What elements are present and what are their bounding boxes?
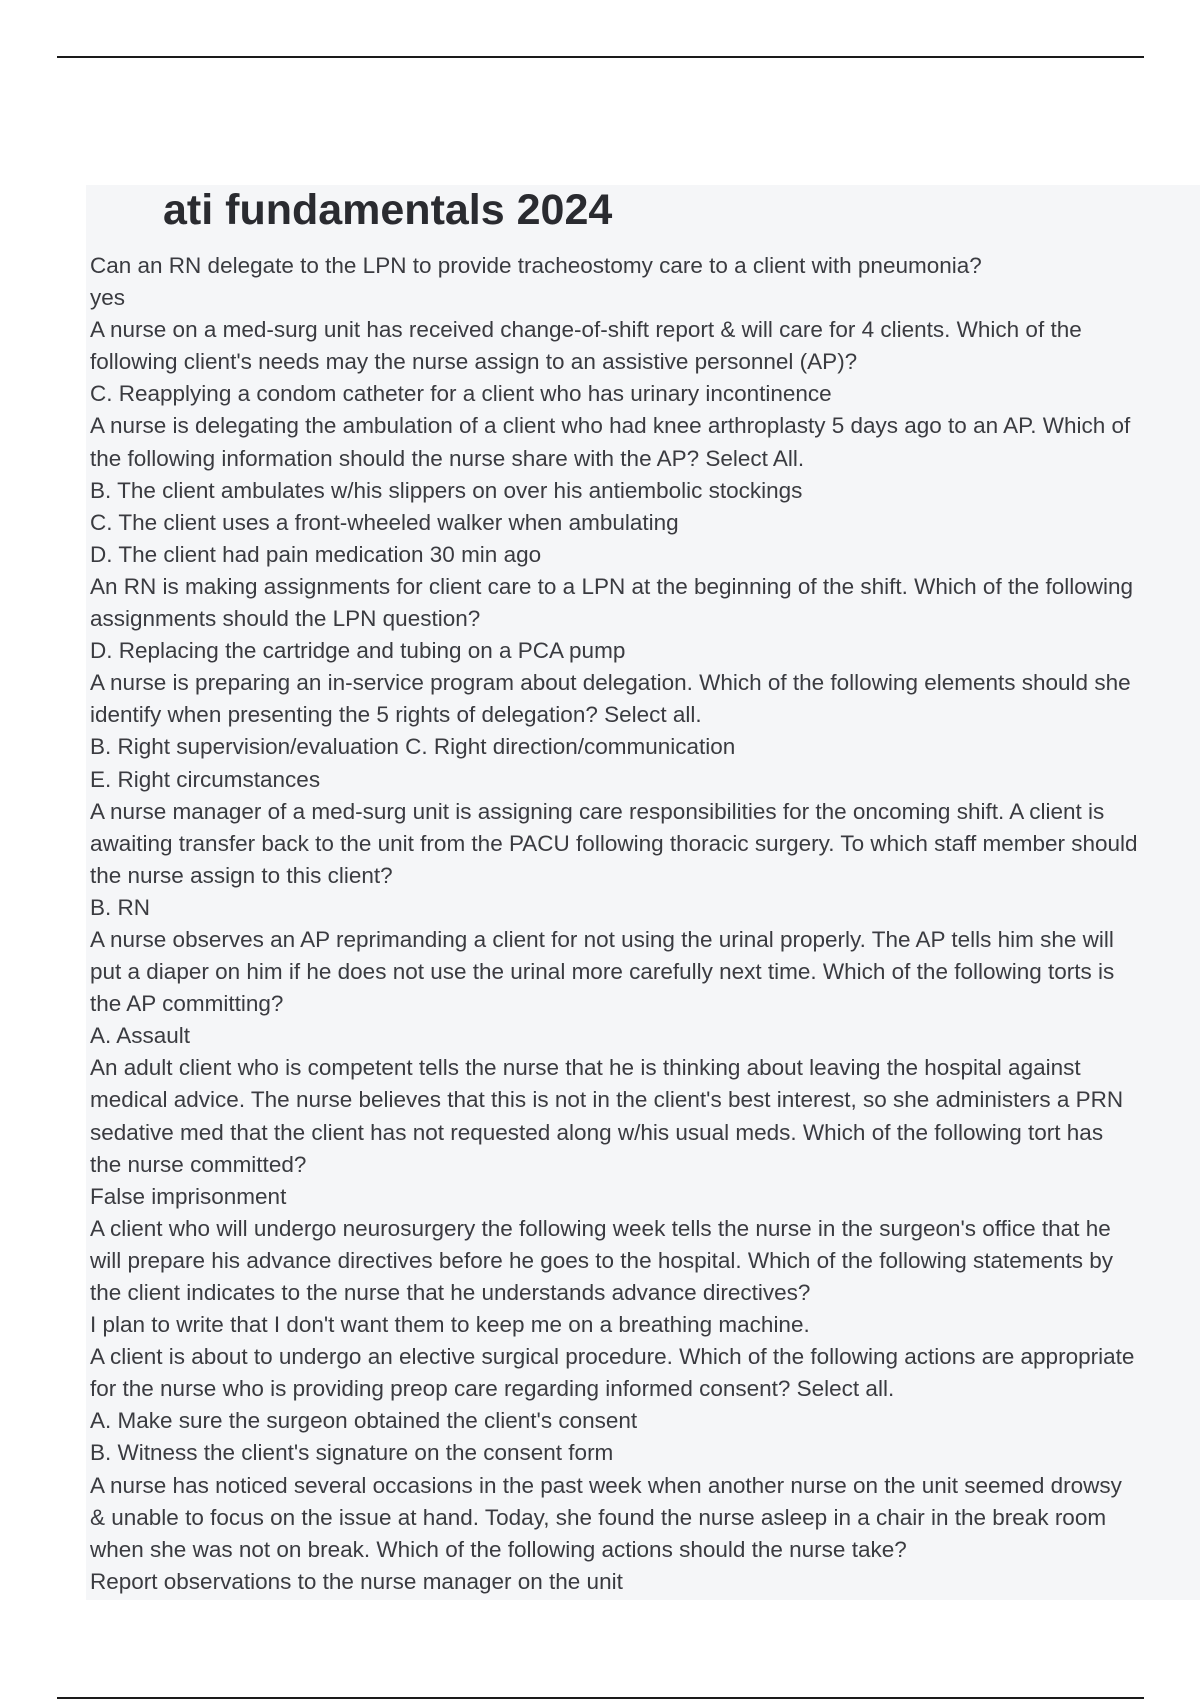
text-line: will prepare his advance directives before he goes to the hospital. Which of the following statements by	[90, 1247, 1114, 1273]
text-line: identify when presenting the 5 rights of delegation? Select all.	[90, 702, 702, 728]
text-line: A nurse has noticed several occasions in the past week when another nurse on the unit seemed drowsy	[90, 1472, 1122, 1498]
text-line: awaiting transfer back to the unit from the PACU following thoracic surgery. To which staff member should	[90, 830, 1138, 856]
text-line: A nurse is preparing an in-service program about delegation. Which of the following elements should she	[90, 670, 1131, 696]
text-line: for the nurse who is providing preop care regarding informed consent? Select all.	[90, 1376, 895, 1402]
text-line: Report observations to the nurse manager on the unit	[90, 1568, 623, 1594]
text-line: A client who will undergo neurosurgery the following week tells the nurse in the surgeon's office that he	[90, 1215, 1111, 1241]
text-line: sedative med that the client has not requested along w/his usual meds. Which of the following tort has	[90, 1119, 1104, 1145]
text-line: Can an RN delegate to the LPN to provide tracheostomy care to a client with pneumonia?	[90, 253, 982, 278]
text-line: the nurse committed?	[90, 1151, 307, 1177]
text-line: the client indicates to the nurse that he understands advance directives?	[90, 1280, 811, 1305]
text-line: the AP committing?	[90, 991, 284, 1017]
text-line: when she was not on break. Which of the following actions should the nurse take?	[90, 1536, 907, 1562]
text-line: False imprisonment	[90, 1183, 287, 1209]
page-title: ati fundamentals 2024	[163, 186, 613, 234]
text-line: B. Right supervision/evaluation C. Right direction/communication	[90, 734, 736, 760]
text-line: A nurse manager of a med-surg unit is assigning care responsibilities for the oncoming shift. A client is	[90, 798, 1105, 824]
text-line: put a diaper on him if he does not use the urinal more carefully next time. Which of the following torts is	[90, 959, 1115, 985]
text-line: yes	[90, 285, 126, 311]
bottom-rule	[57, 1697, 1144, 1699]
question-answer-list	[90, 250, 1200, 1598]
text-line: I plan to write that I don't want them to keep me on a breathing machine.	[90, 1312, 810, 1338]
text-line: medical advice. The nurse believes that this is not in the client's best interest, so she administers a PRN	[90, 1087, 1124, 1113]
top-rule	[57, 56, 1144, 58]
text-line: C. Reapplying a condom catheter for a client who has urinary incontinence	[90, 381, 832, 407]
text-line: the following information should the nurse share with the AP? Select All.	[90, 445, 805, 471]
text-line: D. The client had pain medication 30 min ago	[90, 541, 542, 567]
text-line: A nurse on a med-surg unit has received change-of-shift report & will care for 4 clients. Which of the	[90, 317, 1082, 343]
text-line: assignments should the LPN question?	[90, 606, 481, 632]
text-line: B. The client ambulates w/his slippers on over his antiembolic stockings	[90, 477, 803, 503]
text-line: following client's needs may the nurse assign to an assistive personnel (AP)?	[90, 349, 858, 375]
text-line: D. Replacing the cartridge and tubing on a PCA pump	[90, 638, 626, 664]
text-line: B. Witness the client's signature on the consent form	[90, 1440, 614, 1466]
text-line: A client is about to undergo an elective surgical procedure. Which of the following actions are appropriate	[90, 1344, 1135, 1370]
text-line: A. Make sure the surgeon obtained the client's consent	[90, 1408, 638, 1434]
text-line: A nurse is delegating the ambulation of a client who had knee arthroplasty 5 days ago to an AP. Which of	[90, 413, 1131, 439]
text-line: An RN is making assignments for client care to a LPN at the beginning of the shift. Which of the following	[90, 573, 1134, 599]
text-line: the nurse assign to this client?	[90, 862, 393, 888]
text-line: A nurse observes an AP reprimanding a client for not using the urinal properly. The AP tells him she will	[90, 926, 1114, 952]
text-line: & unable to focus on the issue at hand. Today, she found the nurse asleep in a chair in the break room	[90, 1504, 1107, 1530]
text-line: A. Assault	[90, 1023, 191, 1049]
text-line: B. RN	[90, 894, 151, 920]
text-line: C. The client uses a front-wheeled walker when ambulating	[90, 509, 679, 535]
text-line: An adult client who is competent tells the nurse that he is thinking about leaving the hospital against	[90, 1055, 1081, 1081]
text-line: E. Right circumstances	[90, 766, 321, 792]
